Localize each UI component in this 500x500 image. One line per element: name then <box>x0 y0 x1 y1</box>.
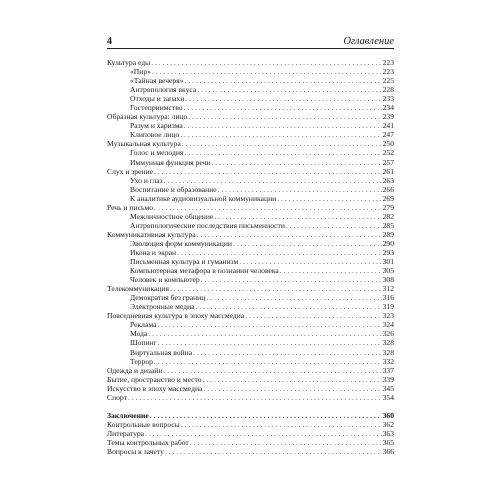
toc-entry <box>107 103 394 112</box>
toc-entry-title: Клиповое лицо <box>130 130 180 140</box>
toc-entry-title: Икона и экран <box>130 247 177 257</box>
toc-leader-dots <box>185 76 382 85</box>
toc-entry-title: Вопросы к зачету <box>107 446 164 456</box>
toc-leader-dots <box>190 438 382 447</box>
toc-entry-title: Искусство в эпоху массмедиа <box>107 383 203 393</box>
toc-leader-dots <box>196 302 382 311</box>
toc-entry-page: 228 <box>382 85 394 95</box>
toc-entry-page: 319 <box>382 302 394 312</box>
toc-entry-title: Шопинг <box>130 338 157 348</box>
toc-entry-title: Реклама <box>130 320 157 330</box>
toc-leader-dots <box>239 257 381 266</box>
toc-entry-page: 247 <box>382 130 394 140</box>
toc-leader-dots <box>277 194 381 203</box>
toc-entry-page: 252 <box>382 148 394 158</box>
page-header <box>107 33 394 47</box>
toc-leader-dots <box>151 58 381 67</box>
toc-entry-page: 261 <box>382 166 394 176</box>
toc-entry-title: Заключение <box>107 410 149 420</box>
toc-entry <box>107 194 394 203</box>
toc-leader-dots <box>185 94 381 103</box>
toc-entry <box>107 221 394 230</box>
toc-leader-dots <box>203 384 381 393</box>
toc-leader-dots <box>188 112 381 121</box>
toc-entry-page: 308 <box>382 275 394 285</box>
table-of-contents <box>107 58 394 456</box>
toc-leader-dots <box>128 393 382 402</box>
toc-entry <box>107 176 394 185</box>
toc-entry <box>107 158 394 167</box>
toc-entry-page: 290 <box>382 238 394 248</box>
toc-entry-page: 269 <box>382 193 394 203</box>
toc-entry-page: 279 <box>382 202 394 212</box>
toc-entry-title: «Пир» <box>130 67 151 77</box>
toc-leader-dots <box>214 212 381 221</box>
toc-gap <box>107 402 394 411</box>
toc-entry-title: Демократия без границ <box>130 293 206 303</box>
toc-entry <box>107 112 394 121</box>
toc-leader-dots <box>148 329 381 338</box>
header-rule <box>107 48 394 49</box>
toc-entry-page: 363 <box>382 428 394 438</box>
toc-entry-page: 326 <box>382 329 394 339</box>
toc-leader-dots <box>184 103 382 112</box>
toc-entry-title: Гостеприимство <box>130 103 183 113</box>
toc-entry-page: 365 <box>382 437 394 447</box>
toc-entry-page: 282 <box>382 211 394 221</box>
toc-leader-dots <box>218 185 382 194</box>
toc-entry-title: «Тайная вечеря» <box>130 76 184 86</box>
toc-entry <box>107 230 394 239</box>
toc-leader-dots <box>170 284 382 293</box>
toc-entry-page: 233 <box>382 94 394 104</box>
toc-leader-dots <box>152 67 382 76</box>
toc-entry <box>107 257 394 266</box>
toc-leader-dots <box>197 230 382 239</box>
toc-entry-page: 250 <box>382 139 394 149</box>
toc-entry-page: 323 <box>382 311 394 321</box>
page-number: 4 <box>107 36 112 47</box>
toc-entry <box>107 320 394 329</box>
toc-leader-dots <box>201 275 382 284</box>
toc-entry-page: 241 <box>382 121 394 131</box>
toc-leader-dots <box>203 375 382 384</box>
toc-entry-title: Виртуальная война <box>130 347 193 357</box>
toc-entry-title: Одежда и дизайн <box>107 365 163 375</box>
toc-entry <box>107 58 394 67</box>
toc-entry-page: 285 <box>382 220 394 230</box>
toc-entry-title: Межличностное общение <box>130 211 214 221</box>
toc-leader-dots <box>177 248 382 257</box>
toc-entry-title: Бытие, пространство и место <box>107 374 202 384</box>
toc-entry <box>107 411 394 420</box>
toc-entry <box>107 185 394 194</box>
toc-entry-title: Электронные медиа <box>130 302 195 312</box>
toc-leader-dots <box>197 85 381 94</box>
toc-entry <box>107 311 394 320</box>
toc-entry <box>107 239 394 248</box>
toc-entry-page: 366 <box>382 446 394 456</box>
toc-entry-title: Контрольные вопросы <box>107 419 180 429</box>
toc-leader-dots <box>193 348 382 357</box>
toc-entry <box>107 139 394 148</box>
toc-entry-title: Музыкальная культура <box>107 139 181 149</box>
toc-entry-title: Коммуникативная культура <box>107 229 196 239</box>
toc-leader-dots <box>182 139 382 148</box>
toc-entry-page: 223 <box>382 67 394 77</box>
toc-entry-page: 257 <box>382 157 394 167</box>
toc-entry <box>107 67 394 76</box>
toc-leader-dots <box>180 130 381 139</box>
toc-entry <box>107 357 394 366</box>
toc-entry <box>107 420 394 429</box>
toc-leader-dots <box>184 148 381 157</box>
toc-leader-dots <box>280 266 382 275</box>
toc-entry-title: Эволюция форм коммуникации <box>130 238 232 248</box>
toc-entry <box>107 329 394 338</box>
toc-leader-dots <box>181 420 382 429</box>
toc-leader-dots <box>154 203 382 212</box>
toc-entry-title: Литература <box>107 428 145 438</box>
toc-entry-page: 345 <box>382 383 394 393</box>
toc-entry <box>107 429 394 438</box>
toc-entry-title: Голос и мелодия <box>130 148 184 158</box>
toc-entry-page: 337 <box>382 365 394 375</box>
toc-entry-title: Террор <box>130 356 153 366</box>
toc-leader-dots <box>145 429 382 438</box>
toc-entry <box>107 447 394 456</box>
toc-entry <box>107 348 394 357</box>
toc-entry-title: Антропология вкуса <box>130 85 197 95</box>
running-title: Оглавление <box>343 36 394 47</box>
toc-entry-page: 263 <box>382 175 394 185</box>
toc-entry <box>107 293 394 302</box>
toc-entry <box>107 266 394 275</box>
toc-entry-title: Телекоммуникация <box>107 284 169 294</box>
toc-entry <box>107 302 394 311</box>
toc-entry-page: 360 <box>382 410 394 420</box>
toc-entry-page: 354 <box>382 392 394 402</box>
toc-entry-title: Повседневная культура в эпоху массмедиа <box>107 311 245 321</box>
toc-entry <box>107 94 394 103</box>
toc-entry-title: Письменная культура и гуманизм <box>130 257 239 267</box>
toc-leader-dots <box>163 366 381 375</box>
toc-entry-title: Образная культура: лицо <box>107 112 188 122</box>
toc-entry-page: 234 <box>382 103 394 113</box>
toc-leader-dots <box>206 293 381 302</box>
toc-entry <box>107 248 394 257</box>
toc-leader-dots <box>286 221 382 230</box>
toc-entry-page: 293 <box>382 247 394 257</box>
toc-entry <box>107 212 394 221</box>
toc-entry-title: Слух и зрение <box>107 166 153 176</box>
toc-entry-page: 316 <box>382 293 394 303</box>
toc-entry <box>107 76 394 85</box>
toc-back-matter <box>107 411 394 456</box>
toc-leader-dots <box>157 320 381 329</box>
toc-entry-page: 362 <box>382 419 394 429</box>
toc-entry-title: Темы контрольных работ <box>107 437 189 447</box>
toc-entry-title: Спорт <box>107 392 127 402</box>
toc-entry <box>107 366 394 375</box>
toc-entry-title: Человек и компьютер <box>130 275 200 285</box>
toc-entry-page: 339 <box>382 374 394 384</box>
toc-entry-title: Культура еды <box>107 58 151 67</box>
toc-leader-dots <box>211 158 381 167</box>
toc-entry-title: Речь и письмо <box>107 202 154 212</box>
toc-entry-page: 312 <box>382 284 394 294</box>
toc-leader-dots <box>158 338 382 347</box>
toc-entry-page: 223 <box>382 58 394 67</box>
toc-leader-dots <box>150 411 382 420</box>
toc-entry-page: 328 <box>382 338 394 348</box>
toc-entry-title: Ухо и глаз <box>130 175 163 185</box>
toc-entry <box>107 384 394 393</box>
toc-entry <box>107 121 394 130</box>
toc-entry-title: Иммунная функция речи <box>130 157 211 167</box>
toc-entry-page: 225 <box>382 76 394 86</box>
toc-entry <box>107 130 394 139</box>
toc-entry <box>107 393 394 402</box>
toc-main-section <box>107 58 394 402</box>
toc-entry <box>107 375 394 384</box>
toc-entry-page: 324 <box>382 320 394 330</box>
toc-entry-page: 266 <box>382 184 394 194</box>
toc-entry-page: 332 <box>382 356 394 366</box>
toc-entry-title: Отходы и запахи <box>130 94 185 104</box>
toc-leader-dots <box>154 357 382 366</box>
toc-leader-dots <box>233 239 382 248</box>
toc-entry-page: 328 <box>382 347 394 357</box>
toc-entry <box>107 167 394 176</box>
toc-entry-title: Мода <box>130 329 148 339</box>
toc-entry-title: Антропологические последствия письменности <box>130 220 285 230</box>
toc-entry <box>107 284 394 293</box>
toc-entry-title: Воспитание и образование <box>130 184 217 194</box>
toc-leader-dots <box>164 176 382 185</box>
toc-entry-page: 301 <box>382 257 394 267</box>
toc-entry <box>107 85 394 94</box>
toc-entry-title: Компьютерная метафора в познании человека <box>130 266 279 276</box>
toc-entry <box>107 203 394 212</box>
toc-leader-dots <box>245 311 381 320</box>
toc-leader-dots <box>165 447 382 456</box>
toc-entry <box>107 438 394 447</box>
toc-leader-dots <box>154 167 382 176</box>
toc-entry <box>107 148 394 157</box>
toc-leader-dots <box>184 121 382 130</box>
toc-entry-title: К аналитике аудиовизуальной коммуникации <box>130 193 277 203</box>
toc-entry <box>107 338 394 347</box>
toc-entry-page: 305 <box>382 266 394 276</box>
toc-entry <box>107 275 394 284</box>
toc-entry-page: 289 <box>382 229 394 239</box>
toc-entry-title: Разум и харизма <box>130 121 183 131</box>
toc-entry-page: 239 <box>382 112 394 122</box>
